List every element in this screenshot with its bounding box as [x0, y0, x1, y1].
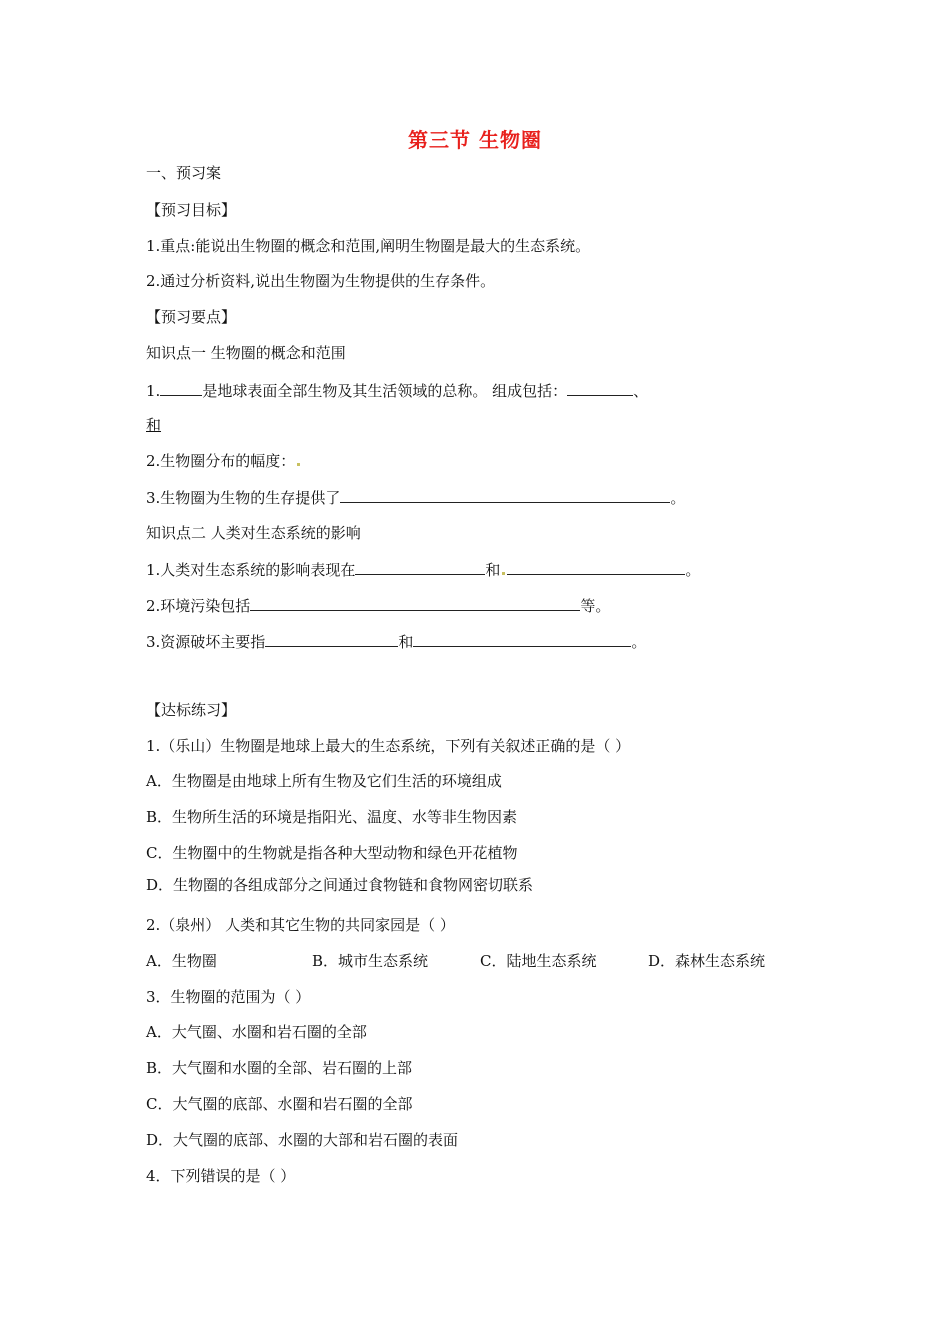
kp1-q3 [146, 487, 685, 508]
q1-option-b [146, 807, 517, 827]
q3-option-c: C．大气圈的底部、水圈和岩石圈的全部 [146, 1095, 413, 1113]
kp1-q3-end: 。 [670, 489, 686, 507]
q3-option-a: A．大气圈、水圈和岩石圈的全部 [146, 1023, 367, 1041]
goal-1: 1.重点:能说出生物圈的概念和范围,阐明生物圈是最大的生态系统。 [146, 237, 591, 255]
q2-option-a: A．生物圈 [146, 952, 217, 970]
kp1-q2 [146, 451, 302, 471]
kp2-q1-text: 1.人类对生态系统的影响表现在 [146, 561, 356, 579]
points-header: 【预习要点】 [146, 308, 237, 326]
q3-option-d: D．大气圈的底部、水圈的大部和岩石圈的表面 [146, 1131, 459, 1149]
question-1: 1.（乐山）生物圈是地球上最大的生态系统，下列有关叙述正确的是（ ） [146, 737, 631, 755]
q1-option-b-part2: 水等非生物因素 [412, 808, 518, 826]
fill-blank[interactable] [340, 487, 670, 503]
kp1-q1-and: 和 [146, 416, 162, 434]
question-2: 2.（泉州） 人类和其它生物的共同家园是（ ） [146, 916, 455, 934]
kp2-q1-and: 和 [485, 561, 501, 579]
kp2-q3-end: 。 [631, 633, 647, 651]
kp1-q1 [146, 380, 648, 401]
dot-mark [502, 572, 505, 575]
fill-blank[interactable] [507, 559, 685, 575]
kp1-q1-text: 是地球表面全部生物及其生活领域的总称。 组成包括： [202, 382, 568, 400]
kp1-q1-end: 、 [633, 382, 649, 400]
fill-blank[interactable] [250, 595, 580, 611]
q1-option-d: D．生物圈的各组成部分之间通过食物链和食物网密切联系 [146, 876, 534, 894]
kp2-q2-end: 等。 [580, 597, 611, 615]
practice-header: 【达标练习】 [146, 701, 237, 719]
kp2-q1 [146, 559, 700, 580]
goals-header: 【预习目标】 [146, 201, 237, 219]
fill-blank[interactable] [160, 380, 202, 396]
kp1-q2-text: 2.生物圈分布的幅度： [146, 452, 296, 470]
kp1-title: 知识点一 生物圈的概念和范围 [146, 344, 346, 362]
kp2-q3-text: 3.资源破坏主要指 [146, 633, 266, 651]
kp1-q3-text: 3.生物圈为生物的生存提供了 [146, 489, 341, 507]
question-3: 3．生物圈的范围为（ ） [146, 988, 311, 1006]
fill-blank[interactable] [265, 631, 398, 647]
kp2-q1-end: 。 [685, 561, 701, 579]
kp1-q1-number: 1. [146, 382, 161, 400]
q3-option-b: B．大气圈和水圈的全部、岩石圈的上部 [146, 1059, 413, 1077]
q2-option-b: B．城市生态系统 [312, 952, 429, 970]
q2-option-d: D．森林生态系统 [648, 952, 766, 970]
question-4: 4．下列错误的是（ ） [146, 1167, 296, 1185]
q2-options [146, 951, 765, 971]
kp2-title: 知识点二 人类对生态系统的影响 [146, 524, 361, 542]
q1-option-c: C．生物圈中的生物就是指各种大型动物和绿色开花植物 [146, 844, 518, 862]
fill-blank[interactable] [355, 559, 485, 575]
kp2-q2-text: 2.环境污染包括 [146, 597, 251, 615]
kp2-q3-and: 和 [398, 633, 414, 651]
kp2-q3 [146, 631, 646, 652]
fill-blank[interactable] [413, 631, 631, 647]
goal-2: 2.通过分析资料,说出生物圈为生物提供的生存条件。 [146, 272, 496, 290]
q2-option-c: C．陆地生态系统 [480, 952, 597, 970]
fill-blank[interactable] [567, 380, 633, 396]
page-title: 第三节 生物圈 [408, 128, 542, 152]
q1-option-b-part1: B．生物所生活的环境是指阳光、温度、 [146, 808, 413, 826]
kp2-q2 [146, 595, 610, 616]
q1-option-a: A．生物圈是由地球上所有生物及它们生活的环境组成 [146, 772, 502, 790]
section-heading: 一、预习案 [146, 164, 222, 182]
dot-mark [297, 463, 300, 466]
